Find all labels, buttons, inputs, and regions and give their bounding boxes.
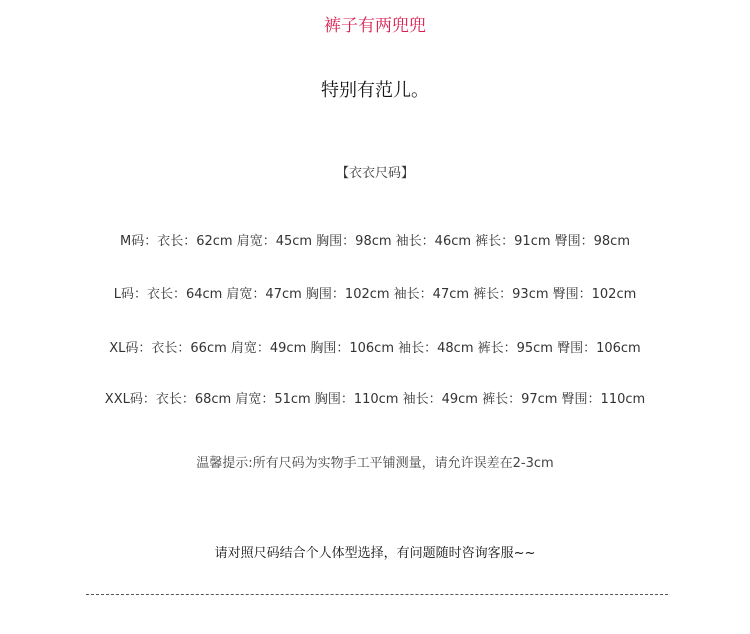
dashed-divider [86, 594, 668, 595]
size-row-l: L码：衣长：64cm 肩宽：47cm 胸围：102cm 袖长：47cm 裤长：93cm 臀围：102cm [113, 287, 637, 302]
size-row-xl: XL码：衣长：66cm 肩宽：49cm 胸围：106cm 袖长：48cm 裤长：95cm 臀围：106cm [109, 341, 641, 356]
size-row-xxl: XXL码：衣长：68cm 肩宽：51cm 胸围：110cm 袖长：49cm 裤长：97cm 臀围：110cm [104, 392, 646, 407]
customer-service-advice: 请对照尺码结合个人体型选择，有问题随时咨询客服~~ [214, 546, 536, 561]
measurement-note: 温馨提示:所有尺码为实物手工平铺测量，请允许误差在2-3cm [196, 456, 554, 471]
size-chart-title: 【衣衣尺码】 [335, 166, 414, 181]
subheadline: 特别有范儿。 [321, 80, 429, 101]
size-row-m: M码：衣长：62cm 肩宽：45cm 胸围：98cm 袖长：46cm 裤长：91cm 臀围：98cm [120, 234, 630, 249]
headline: 裤子有两兜兜 [324, 16, 426, 36]
